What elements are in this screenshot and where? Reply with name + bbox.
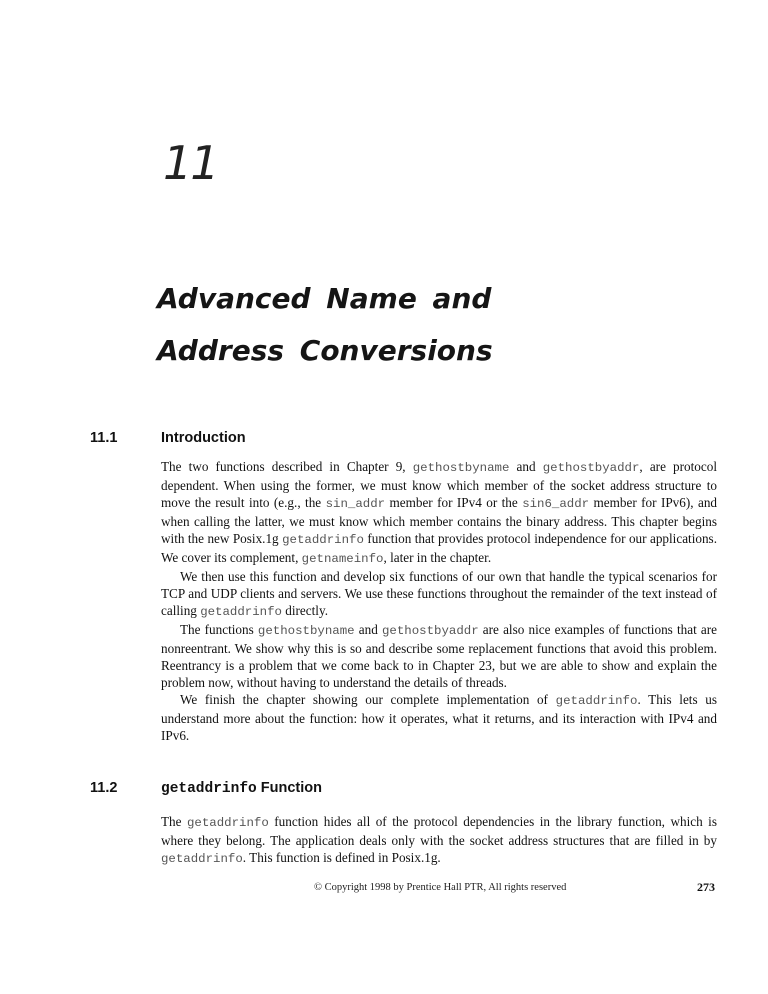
chapter-title-line-2: Address Conversions bbox=[157, 334, 493, 367]
page-number: 273 bbox=[697, 880, 715, 894]
chapter-title-line-1: Advanced Name and bbox=[157, 282, 492, 315]
copyright-footer: © Copyright 1998 by Prentice Hall PTR, All rights reserved bbox=[314, 882, 567, 893]
paragraph: We then use this function and develop six functions of our own that handle the typical scenarios for TCP and UDP clients and servers. We use these functions throughout the remainder of the text instead of calling getaddrinfo directly. bbox=[161, 569, 717, 619]
paragraph: The two functions described in Chapter 9, gethostbyname and gethostbyaddr, are protocol dependent. When using the former, we must know which member of the socket address structure to move the result into (e.g., the sin_addr member for IPv4 or the sin6_addr member for IPv6), and when calling the latter, we must know which member contains the binary address. This chapter begins with the new Posix.1g getaddrinfo function that provides protocol independence for our applications. We cover its complement, getnameinfo, later in the chapter. bbox=[161, 459, 718, 566]
section-title: Introduction bbox=[161, 430, 246, 446]
paragraph: The getaddrinfo function hides all of the protocol dependencies in the library function, which is where they belong. The application deals only with the socket address structures that are filled in by getaddrinfo. This function is defined in Posix.1g. bbox=[161, 814, 717, 866]
paragraph: We finish the chapter showing our complete implementation of getaddrinfo. This lets us understand more about the function: how it operates, what it returns, and its interaction with IPv4 and IPv6. bbox=[161, 692, 718, 743]
section-body bbox=[161, 458, 717, 744]
chapter-number: 11 bbox=[163, 136, 218, 190]
section-body bbox=[161, 813, 717, 868]
section-title: getaddrinfo Function bbox=[161, 780, 322, 797]
section-number: 11.1 bbox=[90, 430, 118, 446]
section-number: 11.2 bbox=[90, 780, 118, 796]
paragraph: The functions gethostbyname and gethostbyaddr are also nice examples of functions that are nonreentrant. We show why this is so and describe some replacement functions that avoid this problem. Reentrancy is a problem that we come back to in Chapter 23, but we are able to show and explain the problem now, without having to understand the details of threads. bbox=[161, 622, 717, 690]
